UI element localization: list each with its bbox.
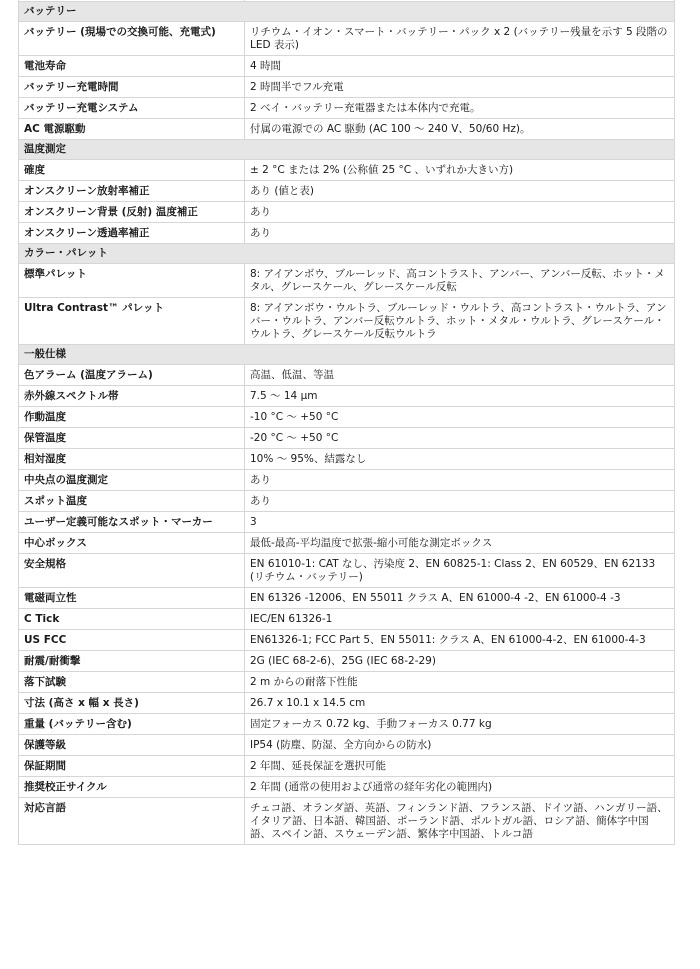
specifications-table-body xyxy=(19,0,675,845)
table-row xyxy=(19,798,675,845)
spec-value: あり xyxy=(245,202,675,223)
table-row xyxy=(19,22,675,56)
spec-value: 2G (IEC 68-2-6)、25G (IEC 68-2-29) xyxy=(245,651,675,672)
table-row xyxy=(19,181,675,202)
spec-value: 高温、低温、等温 xyxy=(245,365,675,386)
section-title: カラー・パレット xyxy=(19,244,675,264)
table-row xyxy=(19,714,675,735)
table-row xyxy=(19,202,675,223)
table-row xyxy=(19,365,675,386)
spec-label: オンスクリーン放射率補正 xyxy=(19,181,245,202)
table-row xyxy=(19,651,675,672)
spec-value: 付属の電源での AC 駆動 (AC 100 ～ 240 V、50/60 Hz)。 xyxy=(245,119,675,140)
spec-label: 作動温度 xyxy=(19,407,245,428)
spec-label: US FCC xyxy=(19,630,245,651)
table-row xyxy=(19,77,675,98)
spec-value: 8: アイアンボウ・ウルトラ、ブルーレッド・ウルトラ、高コントラスト・ウルトラ、アンバー・ウルトラ、アンバー反転ウルトラ、ホット・メタル・ウルトラ、グレースケール・ウルトラ、グレースケール反転ウルトラ xyxy=(245,298,675,345)
spec-value: -10 °C ～ +50 °C xyxy=(245,407,675,428)
spec-value: EN61326-1; FCC Part 5、EN 55011: クラス A、EN 61000-4-2、EN 61000-4-3 xyxy=(245,630,675,651)
table-row xyxy=(19,223,675,244)
table-row xyxy=(19,428,675,449)
section-header xyxy=(19,244,675,264)
table-row xyxy=(19,554,675,588)
spec-label: オンスクリーン透過率補正 xyxy=(19,223,245,244)
table-row xyxy=(19,407,675,428)
table-row xyxy=(19,777,675,798)
spec-value: あり xyxy=(245,223,675,244)
spec-value: 10% ～ 95%、結露なし xyxy=(245,449,675,470)
spec-value: 最低-最高-平均温度で拡張-縮小可能な測定ボックス xyxy=(245,533,675,554)
spec-value: 7.5 ～ 14 μm xyxy=(245,386,675,407)
specifications-table xyxy=(18,0,675,845)
spec-label: 確度 xyxy=(19,160,245,181)
spec-value: EN 61010-1: CAT なし、汚染度 2、EN 60825-1: Class 2、EN 60529、EN 62133 (リチウム・バッテリー) xyxy=(245,554,675,588)
spec-value: 2 m からの耐落下性能 xyxy=(245,672,675,693)
table-row xyxy=(19,693,675,714)
spec-label: スポット温度 xyxy=(19,491,245,512)
table-row xyxy=(19,160,675,181)
section-header xyxy=(19,140,675,160)
spec-label: 対応言語 xyxy=(19,798,245,845)
spec-value: 2 年間、延長保証を選択可能 xyxy=(245,756,675,777)
spec-value: EN 61326 -12006、EN 55011 クラス A、EN 61000-4 -2、EN 61000-4 -3 xyxy=(245,588,675,609)
spec-value: あり xyxy=(245,491,675,512)
spec-label: 重量 (バッテリー含む) xyxy=(19,714,245,735)
spec-label: 落下試験 xyxy=(19,672,245,693)
spec-label: 耐震/耐衝撃 xyxy=(19,651,245,672)
spec-label: 赤外線スペクトル帯 xyxy=(19,386,245,407)
spec-label: Ultra Contrast™ パレット xyxy=(19,298,245,345)
table-row xyxy=(19,470,675,491)
spec-label: 安全規格 xyxy=(19,554,245,588)
spec-label: 推奨校正サイクル xyxy=(19,777,245,798)
table-row xyxy=(19,756,675,777)
spec-value: ± 2 °C または 2% (公称値 25 °C 、いずれか大きい方) xyxy=(245,160,675,181)
spec-value: 3 xyxy=(245,512,675,533)
section-header xyxy=(19,2,675,22)
spec-value: リチウム・イオン・スマート・バッテリー・パック x 2 (バッテリー残量を示す 5 段階の LED 表示) xyxy=(245,22,675,56)
spec-value: 2 時間半でフル充電 xyxy=(245,77,675,98)
spec-value: あり xyxy=(245,470,675,491)
table-row xyxy=(19,533,675,554)
spec-value: IP54 (防塵、防湿、全方向からの防水) xyxy=(245,735,675,756)
spec-value: 2 年間 (通常の使用および通常の経年劣化の範囲内) xyxy=(245,777,675,798)
table-row xyxy=(19,735,675,756)
table-row xyxy=(19,98,675,119)
table-row xyxy=(19,449,675,470)
spec-label: 保護等級 xyxy=(19,735,245,756)
spec-label: 中央点の温度測定 xyxy=(19,470,245,491)
spec-value: あり (値と表) xyxy=(245,181,675,202)
table-row xyxy=(19,491,675,512)
spec-sheet xyxy=(18,0,675,845)
spec-value: チェコ語、オランダ語、英語、フィンランド語、フランス語、ドイツ語、ハンガリー語、イタリア語、日本語、韓国語、ポーランド語、ポルトガル語、ロシア語、簡体字中国語、スペイン語、スウェーデン語、繁体字中国語、トルコ語 xyxy=(245,798,675,845)
table-row xyxy=(19,119,675,140)
section-title: バッテリー xyxy=(19,2,675,22)
spec-label: 相対湿度 xyxy=(19,449,245,470)
table-row xyxy=(19,56,675,77)
spec-value: 2 ベイ・バッテリー充電器または本体内で充電。 xyxy=(245,98,675,119)
spec-label: C Tick xyxy=(19,609,245,630)
table-row xyxy=(19,630,675,651)
spec-label: バッテリー充電時間 xyxy=(19,77,245,98)
spec-label: 保管温度 xyxy=(19,428,245,449)
section-title: 一般仕様 xyxy=(19,345,675,365)
spec-label: 電池寿命 xyxy=(19,56,245,77)
spec-label: 標準パレット xyxy=(19,264,245,298)
spec-value: 8: アイアンボウ、ブルーレッド、高コントラスト、アンバー、アンバー反転、ホット・メタル、グレースケール、グレースケール反転 xyxy=(245,264,675,298)
spec-label: AC 電源駆動 xyxy=(19,119,245,140)
table-row xyxy=(19,512,675,533)
spec-value: 固定フォーカス 0.72 kg、手動フォーカス 0.77 kg xyxy=(245,714,675,735)
section-title: 温度測定 xyxy=(19,140,675,160)
spec-label: オンスクリーン背景 (反射) 温度補正 xyxy=(19,202,245,223)
table-row xyxy=(19,264,675,298)
spec-value: 26.7 x 10.1 x 14.5 cm xyxy=(245,693,675,714)
table-row xyxy=(19,672,675,693)
section-header xyxy=(19,345,675,365)
spec-label: 保証期間 xyxy=(19,756,245,777)
spec-label: 中心ボックス xyxy=(19,533,245,554)
spec-value: IEC/EN 61326-1 xyxy=(245,609,675,630)
spec-label: バッテリー (現場での交換可能、充電式) xyxy=(19,22,245,56)
spec-label: 寸法 (高さ x 幅 x 長さ) xyxy=(19,693,245,714)
spec-value: 4 時間 xyxy=(245,56,675,77)
table-row xyxy=(19,609,675,630)
spec-label: 電磁両立性 xyxy=(19,588,245,609)
spec-value: -20 °C ～ +50 °C xyxy=(245,428,675,449)
table-row xyxy=(19,298,675,345)
spec-label: ユーザー定義可能なスポット・マーカー xyxy=(19,512,245,533)
table-row xyxy=(19,588,675,609)
spec-label: バッテリー充電システム xyxy=(19,98,245,119)
table-row xyxy=(19,386,675,407)
spec-label: 色アラーム (温度アラーム) xyxy=(19,365,245,386)
